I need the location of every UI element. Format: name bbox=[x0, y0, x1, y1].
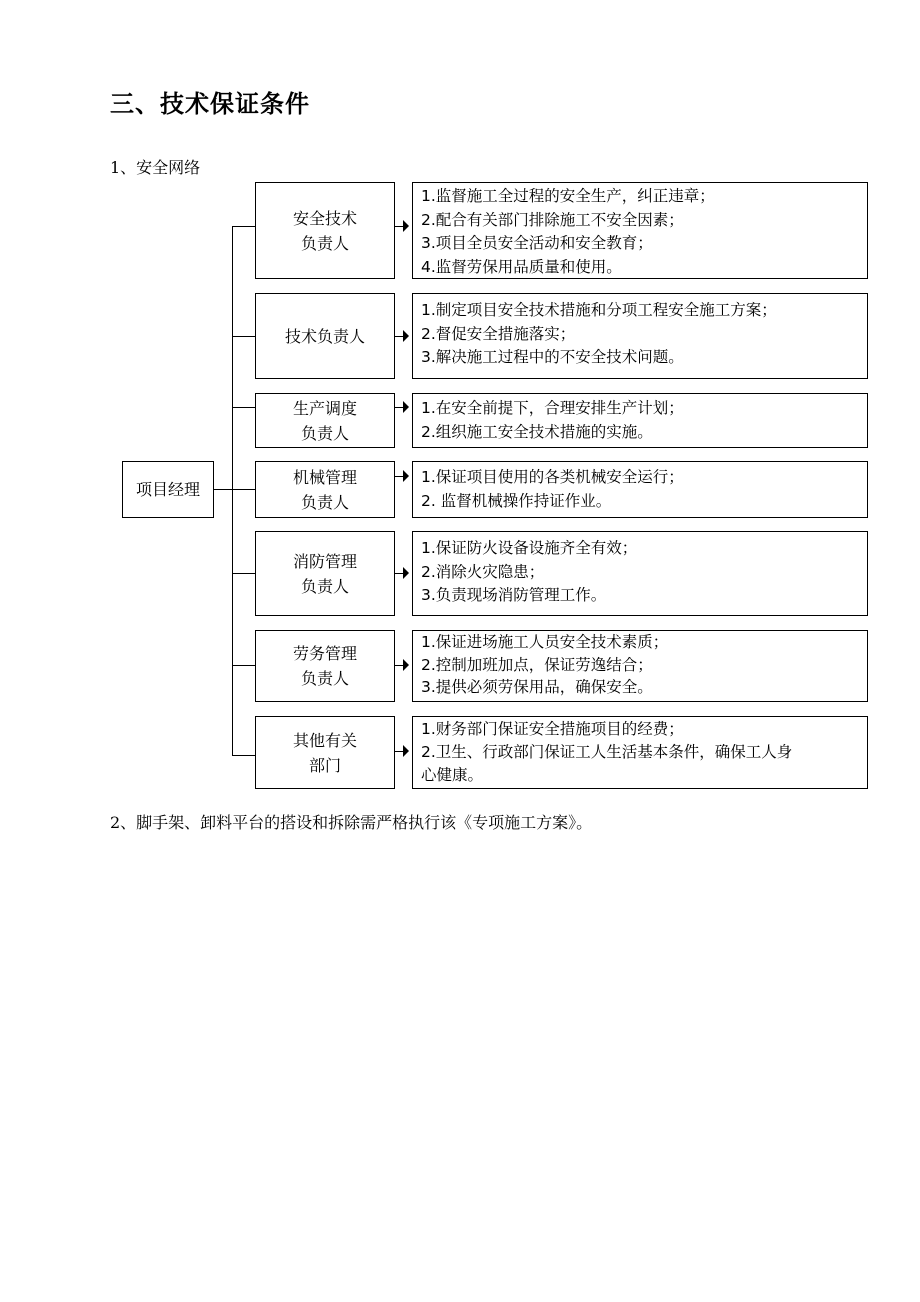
duty-box-other-departments bbox=[412, 716, 868, 789]
duty-line: 1.在安全前提下，合理安排生产计划； bbox=[421, 399, 684, 417]
role-node-label: 生产调度 bbox=[292, 398, 357, 418]
connector-role-to-duty bbox=[395, 665, 403, 666]
duty-line: 2.消除火灾隐患； bbox=[421, 562, 545, 581]
duty-line: 2.组织施工安全技术措施的实施。 bbox=[421, 422, 653, 441]
duty-box-technical bbox=[412, 293, 868, 379]
duty-line: 心健康。 bbox=[421, 766, 484, 784]
role-node-fire bbox=[255, 531, 395, 616]
duty-line: 2.督促安全措施落实； bbox=[421, 324, 576, 343]
duty-line: 1.保证项目使用的各类机械安全运行； bbox=[421, 468, 684, 486]
duty-line: 4.监督劳保用品质量和使用。 bbox=[421, 257, 622, 276]
duty-box-fire bbox=[412, 531, 868, 616]
role-node-label: 劳务管理 bbox=[292, 644, 357, 663]
role-node-label: 负责人 bbox=[300, 492, 349, 512]
duty-line: 3.负责现场消防管理工作。 bbox=[421, 586, 607, 604]
duty-line: 1.财务部门保证安全措施项目的经费； bbox=[421, 720, 684, 738]
connector-branch bbox=[232, 336, 255, 337]
connector-role-to-duty bbox=[395, 226, 403, 227]
arrow-icon bbox=[403, 470, 409, 482]
root-node-project-manager bbox=[122, 461, 214, 518]
role-node-label: 负责人 bbox=[300, 576, 349, 596]
role-node-labor bbox=[255, 630, 395, 702]
role-node-label: 其他有关 bbox=[292, 730, 357, 750]
duty-line: 2.控制加班加点，保证劳逸结合； bbox=[421, 655, 653, 674]
arrow-icon bbox=[403, 330, 409, 342]
role-node-safety-tech bbox=[255, 182, 395, 279]
role-node-label: 机械管理 bbox=[292, 467, 357, 487]
role-node-machinery bbox=[255, 461, 395, 518]
connector-role-to-duty bbox=[395, 476, 403, 477]
connector-branch bbox=[232, 407, 255, 408]
role-node-label: 负责人 bbox=[300, 423, 349, 443]
duty-line: 3.项目全员安全活动和安全教育； bbox=[421, 234, 653, 252]
subsection-scaffold-note: 2、脚手架、卸料平台的搭设和拆除需严格执行该《专项施工方案》。 bbox=[110, 813, 593, 832]
connector-role-to-duty bbox=[395, 336, 403, 337]
connector-trunk bbox=[232, 226, 233, 755]
section-heading: 三、技术保证条件 bbox=[110, 90, 310, 118]
arrow-icon bbox=[403, 220, 409, 232]
duty-line: 1.保证进场施工人员安全技术素质； bbox=[421, 633, 669, 651]
connector-role-to-duty bbox=[395, 407, 403, 408]
duty-line: 2. 监督机械操作持证作业。 bbox=[421, 491, 612, 510]
arrow-icon bbox=[403, 745, 409, 757]
connector-root-to-trunk bbox=[214, 489, 233, 490]
connector-branch bbox=[232, 573, 255, 574]
duty-line: 1.制定项目安全技术措施和分项工程安全施工方案； bbox=[421, 301, 777, 319]
role-node-production bbox=[255, 393, 395, 448]
arrow-icon bbox=[403, 567, 409, 579]
role-node-label: 安全技术 bbox=[292, 208, 357, 228]
duty-box-safety-tech bbox=[412, 182, 868, 279]
arrow-icon bbox=[403, 401, 409, 413]
role-node-technical bbox=[255, 293, 395, 379]
role-node-label: 负责人 bbox=[300, 233, 349, 253]
root-node-label: 项目经理 bbox=[135, 480, 200, 499]
connector-branch bbox=[232, 755, 255, 756]
connector-branch bbox=[232, 489, 255, 490]
connector-branch bbox=[232, 665, 255, 666]
subsection-title-safety-network: 1、安全网络 bbox=[110, 158, 201, 177]
duty-line: 1.监督施工全过程的安全生产，纠正违章； bbox=[421, 187, 715, 205]
connector-role-to-duty bbox=[395, 573, 403, 574]
role-node-other-departments bbox=[255, 716, 395, 789]
duty-line: 2.卫生、行政部门保证工人生活基本条件，确保工人身 bbox=[421, 743, 793, 761]
arrow-icon bbox=[403, 659, 409, 671]
duty-line: 1.保证防火设备设施齐全有效； bbox=[421, 539, 638, 557]
duty-box-labor bbox=[412, 630, 868, 702]
role-node-label: 消防管理 bbox=[292, 551, 357, 571]
duty-box-production bbox=[412, 393, 868, 448]
duty-line: 3.解决施工过程中的不安全技术问题。 bbox=[421, 348, 684, 366]
duty-line: 3.提供必须劳保用品，确保安全。 bbox=[421, 678, 653, 696]
role-node-label: 负责人 bbox=[300, 669, 349, 688]
connector-branch bbox=[232, 226, 255, 227]
connector-role-to-duty bbox=[395, 751, 403, 752]
role-node-label: 部门 bbox=[308, 755, 341, 775]
role-node-label: 技术负责人 bbox=[284, 326, 365, 346]
duty-box-machinery bbox=[412, 461, 868, 518]
duty-line: 2.配合有关部门排除施工不安全因素； bbox=[421, 210, 684, 229]
